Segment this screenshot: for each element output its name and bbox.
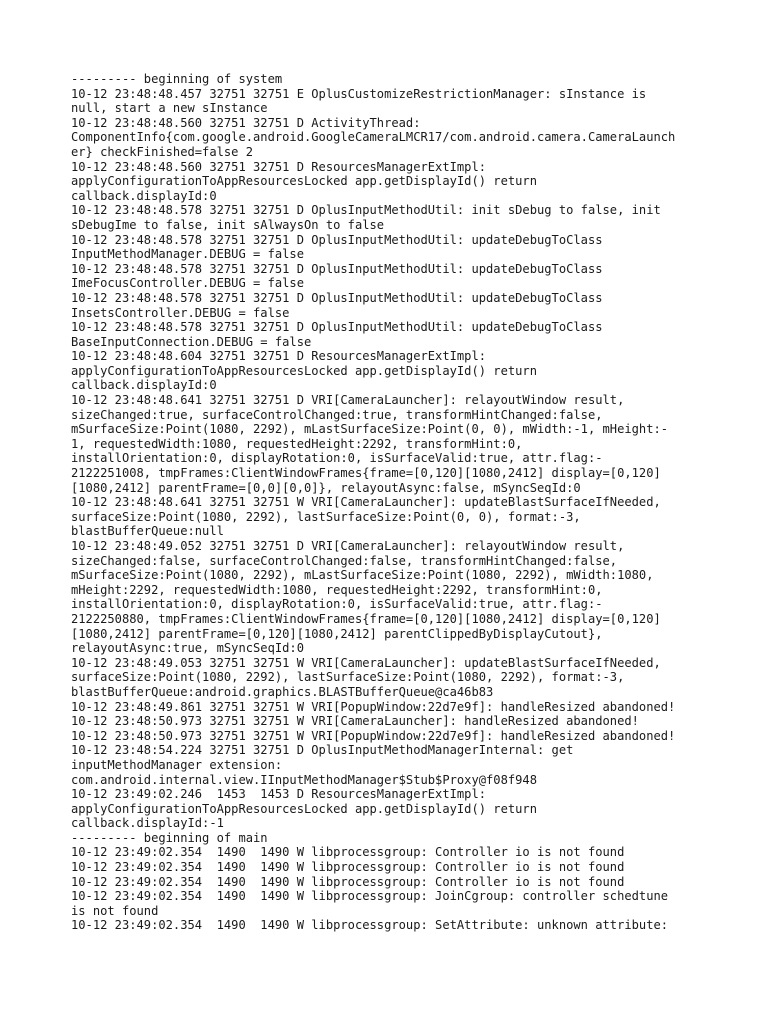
log-line: 10-12 23:48:50.973 32751 32751 W VRI[CameraLauncher]: handleResized abandoned! — [71, 714, 639, 729]
log-line: 10-12 23:49:02.354 1490 1490 W libprocessgroup: JoinCgroup: controller schedtune — [71, 889, 669, 904]
log-line: callback.displayId:-1 — [71, 816, 224, 831]
log-line: 10-12 23:49:02.354 1490 1490 W libprocessgroup: Controller io is not found — [71, 860, 625, 875]
log-line: surfaceSize:Point(1080, 2292), lastSurfaceSize:Point(0, 0), format:-3, — [71, 509, 581, 524]
log-line: 10-12 23:49:02.354 1490 1490 W libprocessgroup: SetAttribute: unknown attribute: — [71, 918, 669, 933]
log-line: [1080,2412] parentFrame=[0,0][0,0]}, relayoutAsync:false, mSyncSeqId:0 — [71, 480, 581, 495]
log-line: mHeight:2292, requestedWidth:1080, requestedHeight:2292, transformHint:0, — [71, 582, 603, 597]
log-line: er} checkFinished=false 2 — [71, 144, 254, 159]
log-line: 10-12 23:48:49.052 32751 32751 D VRI[CameraLauncher]: relayoutWindow result, — [71, 539, 625, 553]
log-line: InsetsController.DEBUG = false — [71, 305, 290, 320]
log-line: sizeChanged:true, surfaceControlChanged:true, transformHintChanged:false, — [71, 407, 603, 422]
log-line: 10-12 23:48:48.604 32751 32751 D ResourcesManagerExtImpl: — [71, 349, 487, 364]
log-line: 10-12 23:48:48.560 32751 32751 D ActivityThread: — [71, 115, 421, 130]
log-line: ImeFocusController.DEBUG = false — [71, 276, 304, 291]
log-line: 2122250880, tmpFrames:ClientWindowFrames{frame=[0,120][1080,2412] display=[0,120] — [71, 611, 661, 626]
log-line: 2122251008, tmpFrames:ClientWindowFrames{frame=[0,120][1080,2412] display=[0,120] — [71, 466, 661, 481]
log-line: 10-12 23:49:02.354 1490 1490 W libprocessgroup: Controller io is not found — [71, 845, 625, 860]
log-line: is not found — [71, 903, 159, 918]
log-line: inputMethodManager extension: — [71, 757, 283, 772]
log-line: mSurfaceSize:Point(1080, 2292), mLastSurfaceSize:Point(0, 0), mWidth:-1, mHeight:- — [71, 422, 669, 437]
log-line: 10-12 23:48:48.641 32751 32751 D VRI[CameraLauncher]: relayoutWindow result, — [71, 393, 625, 408]
log-line: 10-12 23:48:48.641 32751 32751 W VRI[CameraLauncher]: updateBlastSurfaceIfNeeded, — [71, 495, 661, 510]
log-line: 10-12 23:48:48.578 32751 32751 D OplusInputMethodUtil: updateDebugToClass — [71, 261, 603, 276]
log-line: 10-12 23:48:48.457 32751 32751 E OplusCustomizeRestrictionManager: sInstance is — [71, 86, 647, 101]
log-line: null, start a new sInstance — [71, 101, 268, 116]
log-line: callback.displayId:0 — [71, 378, 217, 393]
log-line: 10-12 23:49:02.246 1453 1453 D ResourcesManagerExtImpl: — [71, 787, 487, 802]
log-line: installOrientation:0, displayRotation:0, isSurfaceValid:true, attr.flag:- — [71, 597, 603, 612]
log-line: surfaceSize:Point(1080, 2292), lastSurfaceSize:Point(1080, 2292), format:-3, — [71, 670, 625, 685]
log-line: InputMethodManager.DEBUG = false — [71, 247, 304, 262]
log-line: mSurfaceSize:Point(1080, 2292), mLastSurfaceSize:Point(1080, 2292), mWidth:1080, — [71, 568, 654, 583]
log-line: applyConfigurationToAppResourcesLocked app.getDisplayId() return — [71, 801, 537, 816]
log-line: sizeChanged:false, surfaceControlChanged:false, transformHintChanged:false, — [71, 553, 618, 568]
log-line: blastBufferQueue:null — [71, 524, 224, 539]
log-line: 10-12 23:49:02.354 1490 1490 W libprocessgroup: Controller io is not found — [71, 874, 625, 889]
log-line: BaseInputConnection.DEBUG = false — [71, 334, 312, 349]
log-line: 10-12 23:48:48.578 32751 32751 D OplusInputMethodUtil: init sDebug to false, init — [71, 203, 661, 218]
log-line: --------- beginning of main — [71, 830, 268, 845]
log-line: ComponentInfo{com.google.android.GoogleCameraLMCR17/com.android.camera.CameraLaunch — [71, 130, 676, 145]
log-line: [1080,2412] parentFrame=[0,120][1080,2412] parentClippedByDisplayCutout}, — [71, 626, 603, 641]
log-line: callback.displayId:0 — [71, 188, 217, 203]
log-line: com.android.internal.view.IInputMethodManager$Stub$Proxy@f08f948 — [71, 772, 537, 787]
log-line: --------- beginning of system — [71, 72, 283, 86]
log-line: relayoutAsync:true, mSyncSeqId:0 — [71, 641, 304, 656]
log-line: blastBufferQueue:android.graphics.BLASTBufferQueue@ca46b83 — [71, 684, 494, 699]
log-line: installOrientation:0, displayRotation:0, isSurfaceValid:true, attr.flag:- — [71, 451, 603, 466]
log-line: 10-12 23:48:48.578 32751 32751 D OplusInputMethodUtil: updateDebugToClass — [71, 320, 603, 335]
log-line: sDebugIme to false, init sAlwaysOn to false — [71, 217, 385, 232]
log-line: 10-12 23:48:54.224 32751 32751 D OplusInputMethodManagerInternal: get — [71, 743, 574, 758]
log-line: applyConfigurationToAppResourcesLocked app.getDisplayId() return — [71, 363, 537, 378]
log-text — [71, 72, 711, 933]
log-line: 10-12 23:48:48.578 32751 32751 D OplusInputMethodUtil: updateDebugToClass — [71, 232, 603, 247]
log-line: 1, requestedWidth:1080, requestedHeight:2292, transformHint:0, — [71, 436, 523, 451]
log-line: 10-12 23:48:48.560 32751 32751 D ResourcesManagerExtImpl: — [71, 159, 487, 174]
log-line: applyConfigurationToAppResourcesLocked app.getDisplayId() return — [71, 174, 537, 189]
log-line: 10-12 23:48:49.861 32751 32751 W VRI[PopupWindow:22d7e9f]: handleResized abandoned! — [71, 699, 676, 714]
log-line: 10-12 23:48:50.973 32751 32751 W VRI[PopupWindow:22d7e9f]: handleResized abandoned! — [71, 728, 676, 743]
log-line: 10-12 23:48:48.578 32751 32751 D OplusInputMethodUtil: updateDebugToClass — [71, 290, 603, 305]
log-line: 10-12 23:48:49.053 32751 32751 W VRI[CameraLauncher]: updateBlastSurfaceIfNeeded, — [71, 655, 661, 670]
